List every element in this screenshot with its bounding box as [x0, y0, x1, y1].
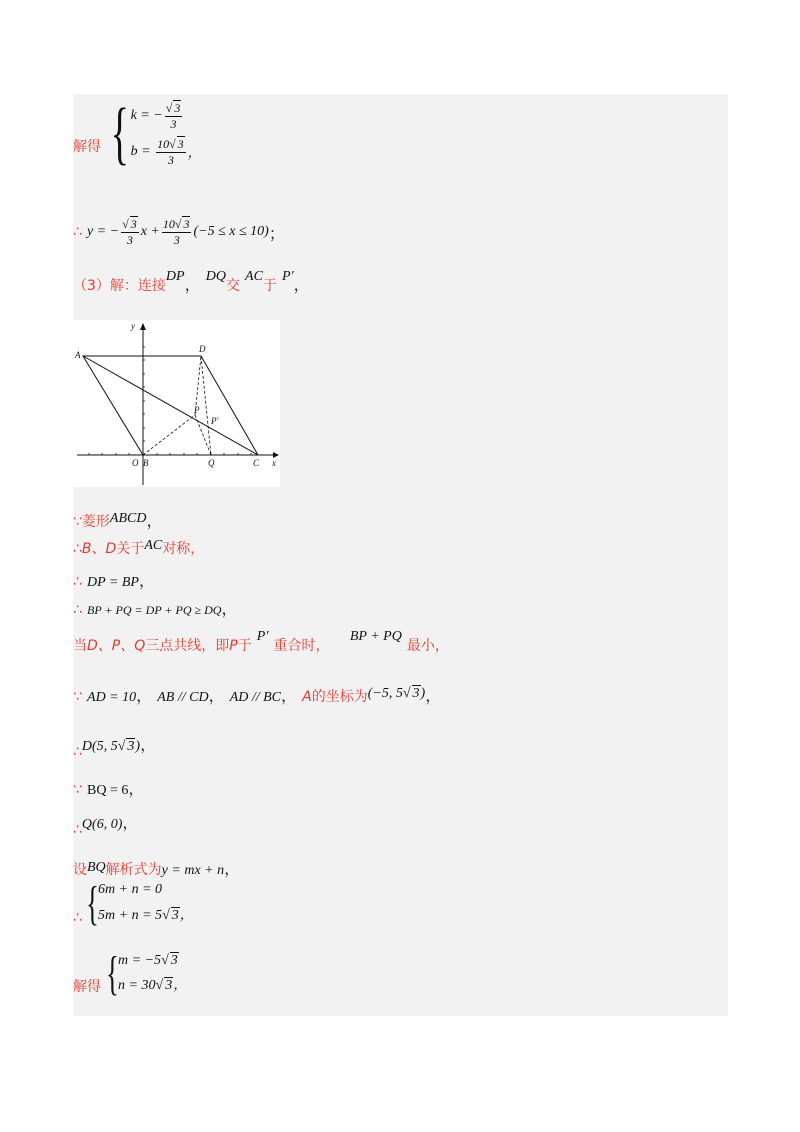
- label-p: P: [194, 405, 200, 415]
- equation-system-1: { k = − $\frac{√ 3}{3}$ b = $\frac{10√ 3}{3}$ ，: [110, 95, 202, 172]
- brace-icon: {: [106, 947, 119, 1000]
- solve-label-1: 解得: [73, 139, 101, 155]
- line-collinear: 当D、P、Q三点共线，即P于 P′ 重合时， BP + PQ 最小，: [73, 629, 449, 654]
- line-ad-coords: ∵ AD = 10， AB // CD， AD // BC， A的坐标为(−5, 5√ 3)，: [73, 686, 442, 705]
- line-rhombus: ∵菱形ABCD，: [73, 511, 163, 530]
- label-b: B: [143, 458, 149, 468]
- line-q-coords: ∴Q(6, 0)，: [73, 813, 139, 838]
- label-x: x: [272, 458, 276, 468]
- part3-line: （3）解：连接DP， DQ交 AC于 P′，: [73, 269, 310, 294]
- label-c: C: [253, 458, 260, 468]
- brace-icon: {: [110, 95, 130, 172]
- label-o: O: [132, 458, 139, 468]
- therefore-label-2: ∴: [73, 910, 82, 926]
- line-d-coords: ∴D(5, 5√ 3)，: [73, 735, 157, 760]
- line-dp-bp: ∴ DP = BP，: [73, 571, 155, 590]
- line-bq: ∵ BQ = 6，: [73, 779, 145, 798]
- label-y: y: [131, 321, 135, 331]
- label-a: A: [75, 350, 81, 360]
- label-p-prime: P′: [211, 416, 219, 426]
- equation-system-3: { m = −5√ 3 n = 30√ 3，: [106, 947, 188, 1000]
- line-equation: ∴ y = − $\frac{√ 3}{3}$ x + $\frac{10√ 3}{3}$ (−5 ≤ x ≤ 10) ；: [73, 217, 285, 247]
- equation-system-2: { 6m + n = 0 5m + n = 5√ 3，: [86, 877, 194, 930]
- line-symmetric: ∴B、D关于AC对称，: [73, 538, 205, 557]
- brace-icon: {: [86, 877, 99, 930]
- line-set-bq: 设BQ解析式为y = mx + n，: [73, 859, 241, 878]
- label-d: D: [199, 344, 206, 354]
- line-inequality: ∴ BP + PQ = DP + PQ ≥ DQ，: [73, 599, 238, 618]
- solution-lines: [73, 94, 728, 1016]
- solve-label-2: 解得: [73, 979, 101, 995]
- label-q: Q: [208, 458, 215, 468]
